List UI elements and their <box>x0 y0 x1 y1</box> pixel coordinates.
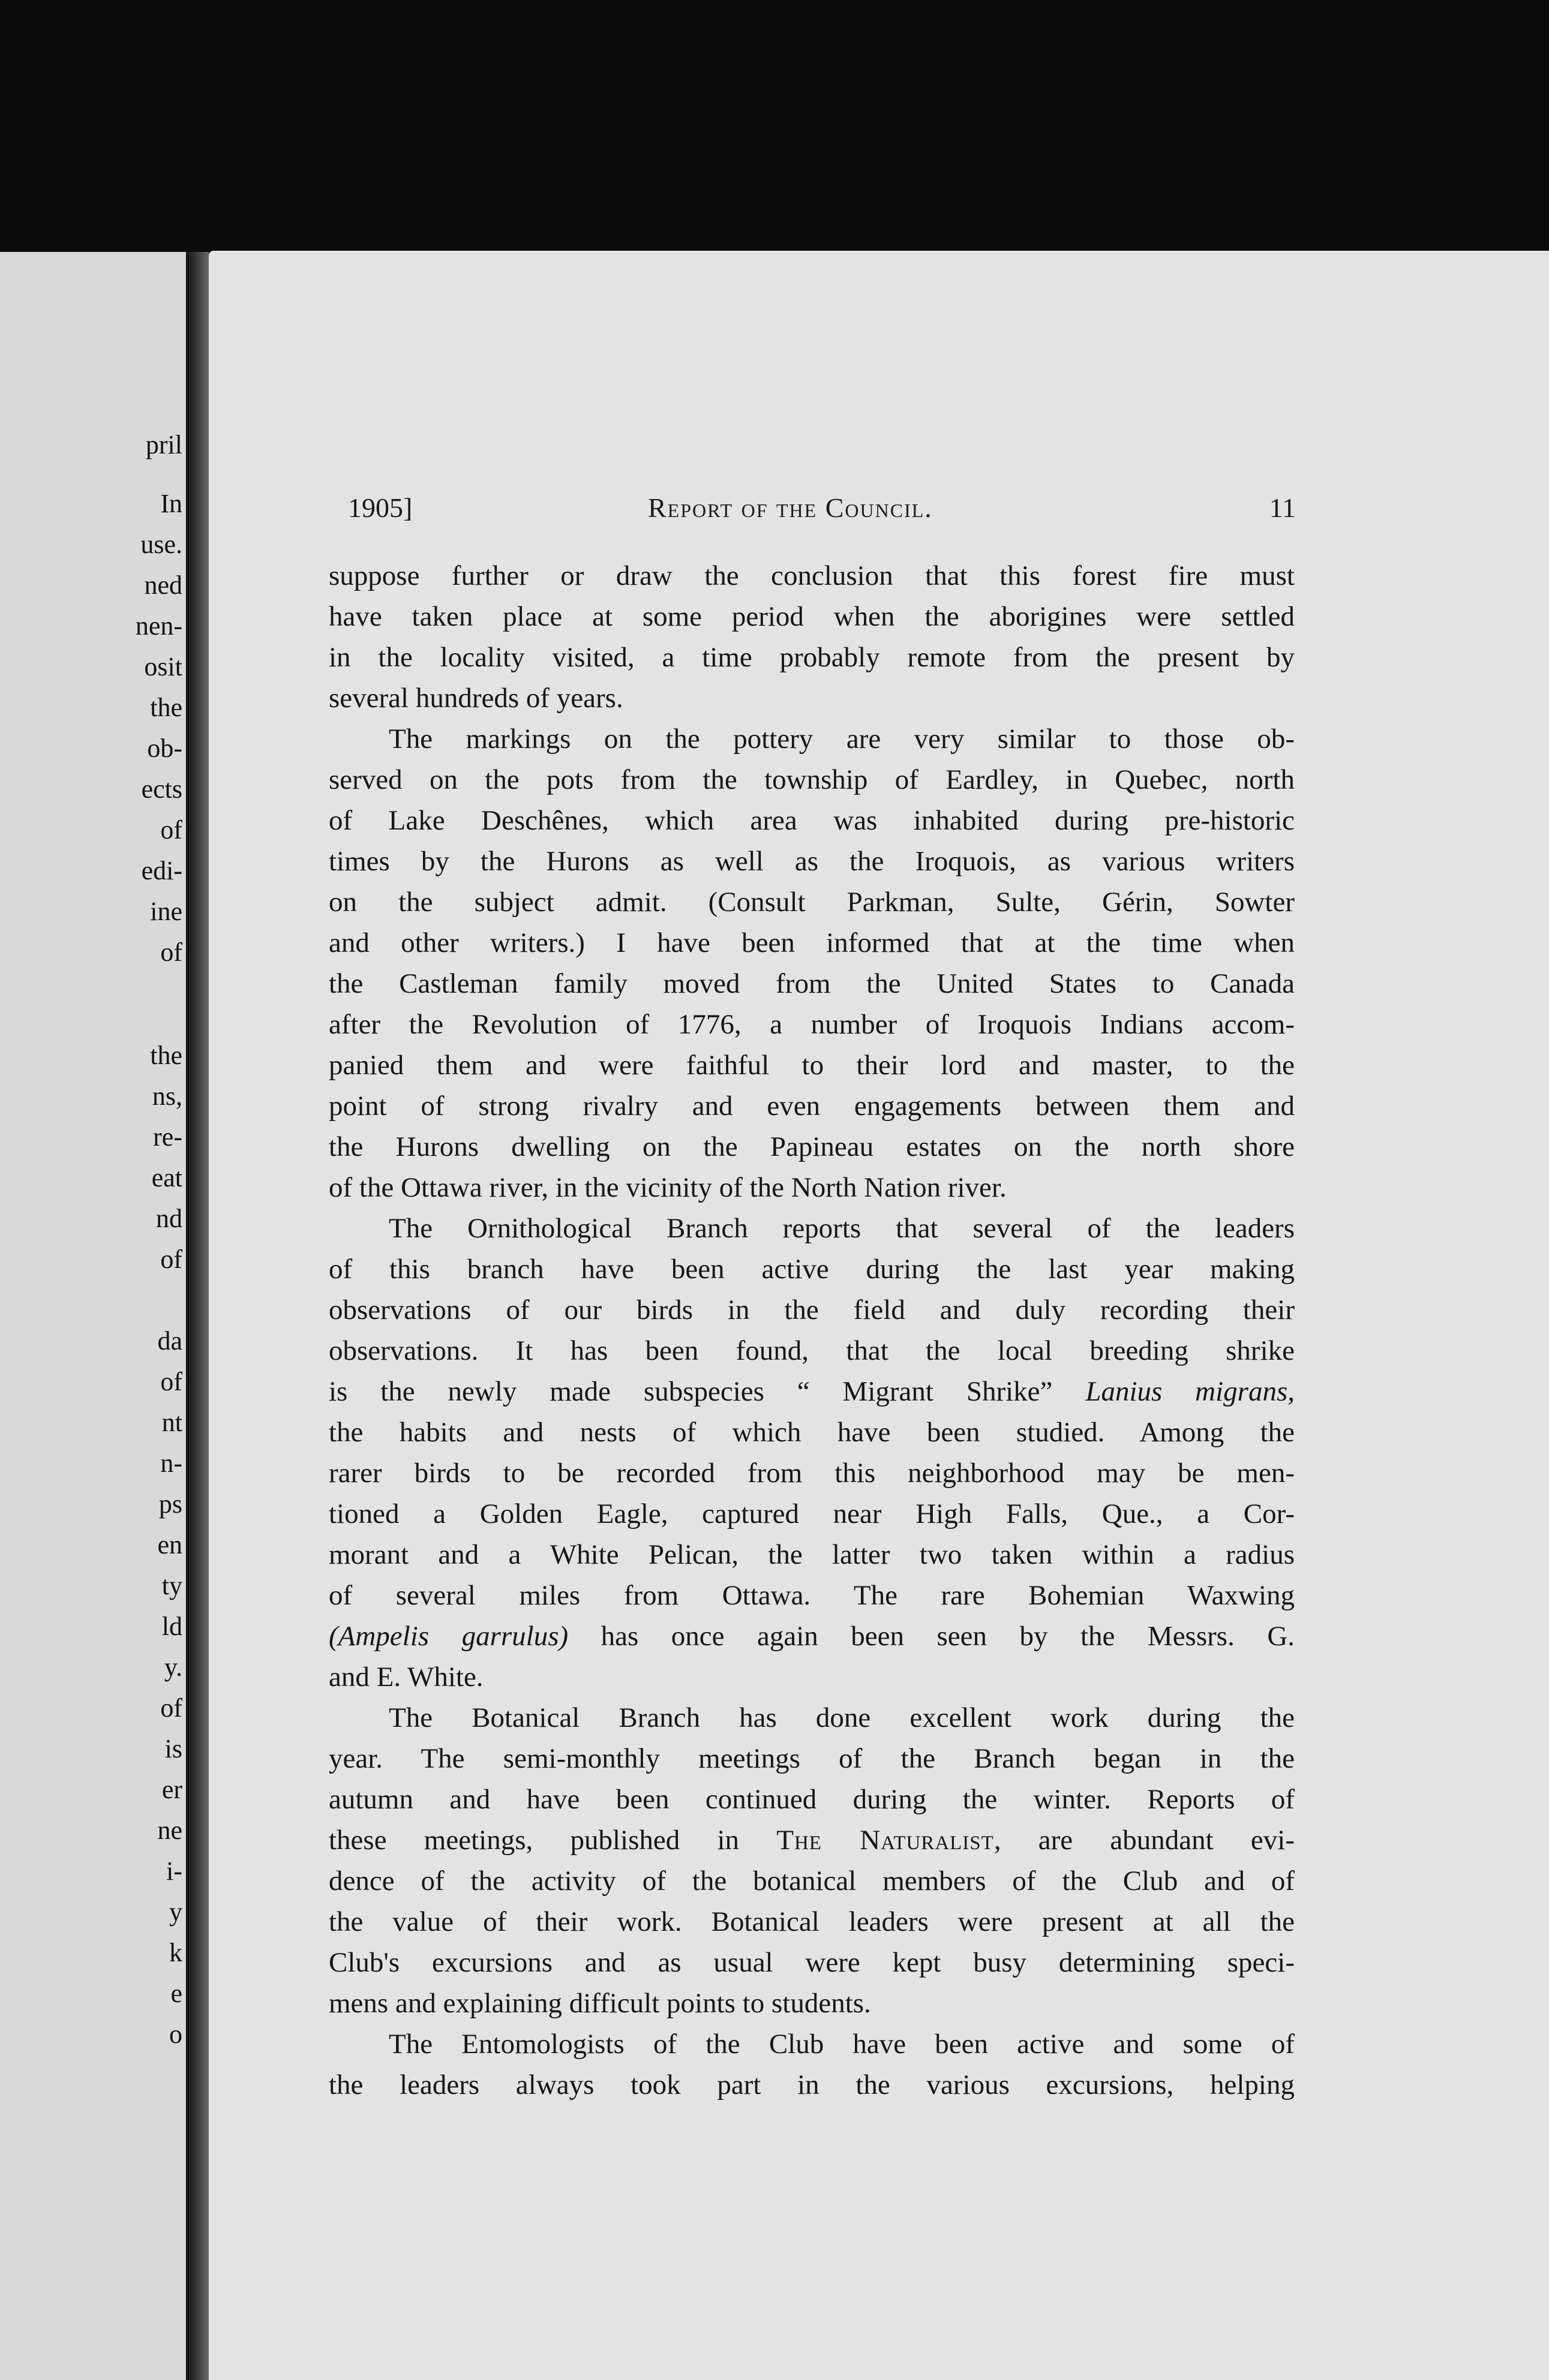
facing-page-fragment: nd <box>156 1204 182 1233</box>
facing-page-fragment: nen- <box>135 611 182 641</box>
text-line: morant and a White Pelican, the latter two taken within a radius <box>329 1539 1295 1570</box>
facing-page-fragment: e <box>170 1979 182 2008</box>
text-segment: has once again been seen by the Messrs. G. <box>601 1621 1295 1652</box>
facing-page-fragment: pril <box>145 430 182 459</box>
facing-page-fragment: ects <box>141 774 182 804</box>
facing-page-fragment: the <box>150 1041 182 1070</box>
header-year: 1905] <box>348 492 413 523</box>
facing-page-fragment: ps <box>158 1489 182 1519</box>
text-line: after the Revolution of 1776, a number of Iroquois Indians accom- <box>329 1009 1295 1040</box>
text-line: the habits and nests of which have been studied. Among the <box>329 1417 1295 1448</box>
text-line-with-italic <box>329 1616 1295 1657</box>
text-line: year. The semi-monthly meetings of the Branch began in the <box>329 1743 1295 1774</box>
text-line: of several miles from Ottawa. The rare Bohemian Waxwing <box>329 1580 1295 1611</box>
text-line: The Botanical Branch has done excellent work during the <box>389 1702 1295 1733</box>
italic-latin-name: (Ampelis garrulus) <box>329 1621 569 1652</box>
facing-page-fragment: re- <box>153 1122 182 1152</box>
facing-page-fragment: ine <box>150 897 182 926</box>
text-line: of the Ottawa river, in the vicinity of the North Nation river. <box>329 1172 1007 1203</box>
facing-page-fragment: i- <box>166 1856 182 1886</box>
facing-page-fragment: the <box>150 693 182 722</box>
facing-page-fragment: of <box>160 937 182 967</box>
facing-page-fragment: of <box>160 1245 182 1274</box>
text-line: and other writers.) I have been informed that at the time when <box>329 927 1295 958</box>
text-line: several hundreds of years. <box>329 683 623 714</box>
text-line: times by the Hurons as well as the Iroquois, as various writers <box>329 846 1295 877</box>
text-segment: these meetings, published in <box>329 1825 740 1856</box>
facing-page-fragment: nt <box>161 1408 182 1437</box>
journal-title: The Naturalist <box>776 1825 994 1856</box>
facing-page-fragment: ns, <box>152 1081 182 1111</box>
text-line: observations of our birds in the field and duly recording their <box>329 1294 1295 1326</box>
text-line: point of strong rivalry and even engagements between them and <box>329 1090 1295 1122</box>
facing-page-fragment: of <box>160 1367 182 1396</box>
facing-page-fragment: of <box>160 1693 182 1723</box>
text-line: Club's excursions and as usual were kept busy determining speci- <box>329 1947 1295 1978</box>
text-line: the Hurons dwelling on the Papineau estates on the north shore <box>329 1131 1295 1162</box>
text-line: The markings on the pottery are very similar to those ob- <box>389 723 1295 755</box>
facing-page-fragment: osit <box>144 652 182 681</box>
facing-page-fragment: da <box>157 1326 182 1356</box>
facing-page-fragment: edi- <box>141 856 182 885</box>
text-line: panied them and were faithful to their lord and master, to the <box>329 1050 1295 1081</box>
facing-page-fragment: In <box>160 489 182 518</box>
text-line: of Lake Deschênes, which area was inhabited during pre-historic <box>329 805 1295 836</box>
facing-page-fragment: en <box>157 1530 182 1559</box>
page-number: 11 <box>1269 492 1296 523</box>
text-line-with-italic <box>329 1371 1295 1412</box>
running-header <box>348 492 1296 540</box>
text-line: the Castleman family moved from the United States to Canada <box>329 968 1295 999</box>
facing-page-fragment: ld <box>161 1612 182 1641</box>
facing-page-margin <box>0 252 186 2380</box>
text-line: have taken place at some period when the aborigines were settled <box>329 601 1295 632</box>
facing-page-fragment: n- <box>160 1449 182 1478</box>
facing-page-fragment: eat <box>151 1163 182 1192</box>
text-line: The Ornithological Branch reports that several of the leaders <box>389 1213 1295 1244</box>
facing-page-fragment: ned <box>144 570 182 600</box>
facing-page-fragment: k <box>169 1938 182 1967</box>
header-title: Report of the Council. <box>648 492 933 523</box>
text-segment: is the newly made subspecies “ Migrant Shrike” <box>329 1376 1053 1407</box>
facing-page-fragment: y. <box>164 1652 182 1682</box>
text-line: tioned a Golden Eagle, captured near High Falls, Que., a Cor- <box>329 1498 1295 1529</box>
text-line: suppose further or draw the conclusion that this forest fire must <box>329 560 1295 591</box>
text-line: dence of the activity of the botanical members of the Club and of <box>329 1865 1295 1897</box>
text-line: served on the pots from the township of Eardley, in Quebec, north <box>329 764 1295 795</box>
facing-page-fragment: o <box>169 2020 182 2049</box>
text-line: rarer birds to be recorded from this neighborhood may be men- <box>329 1458 1295 1489</box>
text-line: autumn and have been continued during the winter. Reports of <box>329 1784 1295 1815</box>
text-line: the value of their work. Botanical leaders were present at all the <box>329 1906 1295 1937</box>
facing-page-fragment: is <box>164 1734 182 1763</box>
book-gutter <box>186 252 209 2380</box>
text-line: and E. White. <box>329 1661 484 1693</box>
text-line: of this branch have been active during the last year making <box>329 1254 1295 1285</box>
facing-page-fragment: ne <box>157 1816 182 1845</box>
facing-page-fragment: ty <box>161 1571 182 1600</box>
text-segment: , are abundant evi- <box>993 1825 1295 1856</box>
text-line: on the subject admit. (Consult Parkman, Sulte, Gérin, Sowter <box>329 887 1295 918</box>
text-line: observations. It has been found, that the local breeding shrike <box>329 1335 1295 1366</box>
facing-page-fragment: y <box>169 1897 182 1927</box>
facing-page-fragment: use. <box>140 530 182 559</box>
facing-page-fragment: er <box>161 1775 182 1804</box>
italic-latin-name: Lanius migrans, <box>1085 1376 1295 1407</box>
text-line: mens and explaining difficult points to students. <box>329 1988 871 2019</box>
text-line-with-journal <box>329 1820 1295 1861</box>
text-line: the leaders always took part in the various excursions, helping <box>329 2069 1295 2100</box>
body-text <box>329 555 1295 2105</box>
text-line: in the locality visited, a time probably remote from the present by <box>329 642 1295 673</box>
facing-page-fragment: of <box>160 815 182 845</box>
text-line: The Entomologists of the Club have been active and some of <box>389 2029 1295 2060</box>
facing-page-fragment: ob- <box>147 734 182 763</box>
